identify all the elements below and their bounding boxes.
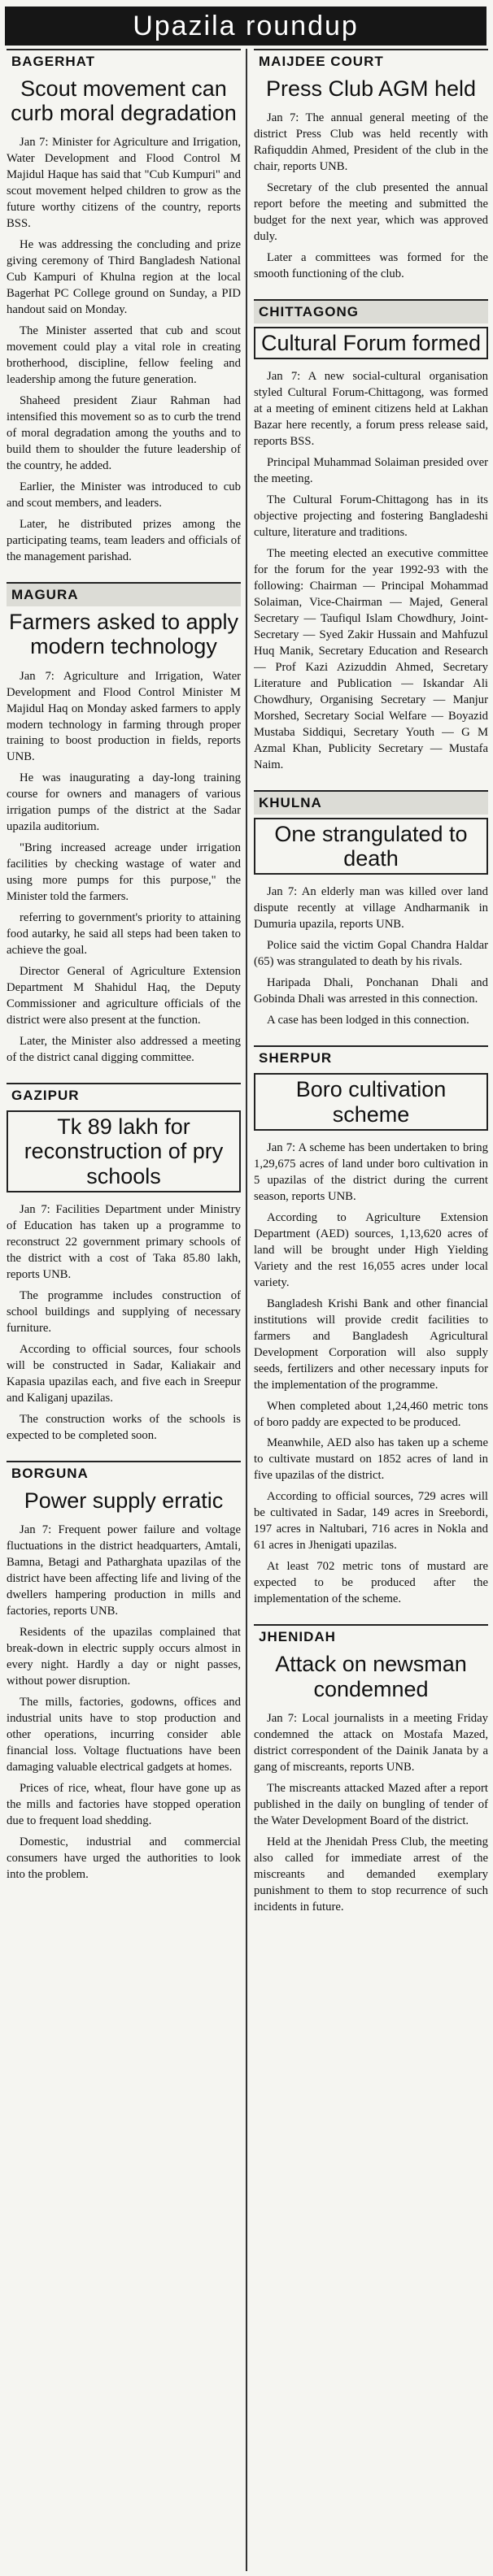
article-paragraph: Residents of the upazilas complained that break-down in electric supply occurs almost in every night. Hardly a day or night passes, without power disruption. [7,1625,241,1688]
article-dateline: BAGERHAT [11,54,96,69]
article-body [7,135,241,566]
article-paragraph: Shaheed president Ziaur Rahman had intensified this movement so as to curb the trend of moral degradation among the youths and to build them to shoulder the future leadership of the country, he added. [7,394,241,473]
article-headline: Attack on newsman condemned [275,1652,467,1701]
article [7,1461,241,1883]
article [254,1624,488,1915]
section-banner: Upazila roundup [5,7,486,46]
article [7,1083,241,1444]
article-paragraph: Jan 7: Agriculture and Irrigation, Water Development and Flood Control Minister M Majidul Haq on Monday asked farmers to apply modern technology in farming through proper training to boost production in fields, reports UNB. [7,669,241,764]
article-paragraph: When completed about 1,24,460 metric tons of boro paddy are expected to be produced. [254,1399,488,1429]
article-body [254,884,488,1029]
article-paragraph: Police said the victim Gopal Chandra Haldar (65) was strangulated to death by his rivals. [254,939,488,969]
article-body [254,111,488,283]
article-paragraph: "Bring increased acreage under irrigation facilities by checking wastage of water and using more pumps for this purpose," the Minister told the farmers. [7,841,241,904]
article-dateline: SHERPUR [259,1050,333,1066]
article-paragraph: Jan 7: Frequent power failure and voltage fluctuations in the district headquarters, Amtali, Bamna, Betagi and Patharghata upazilas of the district have been affecting life and living of the dwellers hampering production in mills and factories, reports UNB. [7,1523,241,1618]
article-paragraph: Domestic, industrial and commercial consumers have urged the authorities to look into the problem. [7,1835,241,1881]
article [7,582,241,1066]
article [254,299,488,774]
article-paragraph: Jan 7: An elderly man was killed over land dispute recently at village Andharmanik in Dumuria upazila, reports UNB. [254,885,488,932]
article-paragraph: The mills, factories, godowns, offices and industrial units have to stop production and other operations, incurring consider able financial loss. Voltage fluctuations have been damaging valuable electrical gadgets at homes. [7,1695,241,1774]
article-paragraph: Meanwhile, AED also has taken up a scheme to cultivate mustard on 1852 acres of land in five upazilas of the district. [254,1436,488,1483]
article-paragraph: A case has been lodged in this connection. [267,1014,469,1027]
right-column [254,49,488,2571]
article-headline: Boro cultivation scheme [254,1073,488,1130]
article [254,49,488,283]
article-paragraph: According to Agriculture Extension Department (AED) sources, 1,13,620 acres of land will be brought under High Yielding Variety and the rest 16,055 acres under local variety. [254,1210,488,1289]
article-paragraph: Later, the Minister also addressed a meeting of the district canal digging committee. [7,1035,241,1065]
article-dateline: GAZIPUR [11,1088,80,1104]
article-dateline: JHENIDAH [259,1629,336,1645]
article-paragraph: referring to government's priority to attaining food autarky, he said all steps had been taken to achieve the goal. [7,911,241,958]
article-paragraph: According to official sources, 729 acres will be cultivated in Sadar, 149 acres in Sreebordi, 197 acres in Naltubari, 716 acres in Nokla and 61 acres in Jhenigati upazilas. [254,1490,488,1553]
article-body [254,1711,488,1916]
article-paragraph: He was inaugurating a day-long training course for owners and managers of various irrigation pumps of the district at the Sadar upazila auditorium. [7,771,241,834]
article-headline: Press Club AGM held [265,76,477,101]
article-paragraph: The meeting elected an executive committee for the forum for the year 1992-93 with the following: Chairman — Principal Mohammad Solaiman, Vice-Chairman — Majed, General Secretary — Taufiqul Islam Chowdhury, Joint-Secretary — Syed Zakir Hussain and Mahfuzul Huq Manik, Secretary Education and Research — Prof Kazi Azizuddin Ahmed, Secretary Literature and Publication — Iskandar Ali Chowdhury, Organising Secretary — Manjur Morshed, Secretary Social Welfare — Boyazid Mustaba Siddiqui, Secretary Youth — G M Azmal Khan, Publicity Secretary — Mustafa Naim. [254,547,488,771]
article-paragraph: Haripada Dhali, Ponchanan Dhali and Gobinda Dhali was arrested in this connection. [254,976,488,1006]
article-paragraph: According to official sources, four schools will be constructed in Sadar, Kaliakair and Kapasia upazilas each, and five each in Sreepur and Kaliganj upazilas. [7,1342,241,1405]
article-dateline: MAGURA [7,584,241,606]
article-paragraph: The Minister asserted that cub and scout movement could play a vital role in creating brotherhood, discipline, fellow feeling and leadership among the future generation. [7,324,241,387]
article-paragraph: Jan 7: Facilities Department under Ministry of Education has taken up a programme to reconstruct 22 government primary schools of the district with a cost of Taka 85.80 lakh, reports UNB. [7,1202,241,1281]
article-paragraph: He was addressing the concluding and prize giving ceremony of Third Bangladesh National Cub Kampuri of Khulna region at the local Bagerhat PC College ground on Sunday, a PID handout said on Monday. [7,238,241,317]
article-body [7,1202,241,1444]
article-paragraph: Earlier, the Minister was introduced to cub and scout members, and leaders. [7,480,241,510]
article-paragraph: Jan 7: A new social-cultural organisation styled Cultural Forum-Chittagong, was formed at a meeting of eminent citizens held at Lakhan Bazar here recently, a forum press release said, reports BSS. [254,370,488,449]
article-body [7,1523,241,1883]
article-paragraph: Director General of Agriculture Extension Department M Shahidul Haq, the Deputy Commissioner and agriculture officials of the district were also present at the function. [7,965,241,1027]
article-dateline: KHULNA [254,792,488,815]
article-paragraph: Jan 7: Local journalists in a meeting Friday condemned the attack on Mostafa Mazed, district correspondent of the Dainik Janata by a gang of miscreants, reports UNB. [254,1711,488,1774]
article [7,49,241,566]
article-paragraph: Jan 7: Minister for Agriculture and Irrigation, Water Development and Flood Control M Majidul Haque has said that "Cub Kumpuri" and scout movement helped children to grow as the future worthy citizens of the country, reports BSS. [7,136,241,231]
article-paragraph: Principal Muhammad Solaiman presided over the meeting. [254,456,488,486]
article-paragraph: Later, he distributed prizes among the participating teams, team leaders and officials of the management parishad. [7,518,241,564]
article-paragraph: Secretary of the club presented the annual report before the meeting and submitted the budget for the next year, which was approved duly. [254,181,488,244]
article-dateline: CHITTAGONG [254,301,488,324]
article-paragraph: Bangladesh Krishi Bank and other financial institutions will provide credit facilities to farmers and Bangladesh Agricultural Development Corporation will also supply seeds, fertilizers and other necessary inputs for the implementation of the programme. [254,1297,488,1392]
article-paragraph: Jan 7: A scheme has been undertaken to bring 1,29,675 acres of land under boro cultivation in 5 upazilas of the district during the current season, reports UNB. [254,1140,488,1203]
article-headline: Farmers asked to apply modern technology [8,610,239,659]
article-headline: Scout movement can curb moral degradation [11,76,237,126]
article-paragraph: At least 702 metric tons of mustard are expected to be produced after the implementation of the scheme. [254,1560,488,1606]
article-headline: Tk 89 lakh for reconstruction of pry schools [7,1110,241,1192]
article-paragraph: The Cultural Forum-Chittagong has in its objective projecting and fostering Bangladeshi culture, literature and traditions. [254,493,488,540]
article-paragraph: Held at the Jhenidah Press Club, the meeting also called for immediate arrest of the miscreants and demanded exemplary punishment to them to stop recurrence of such incidents in future. [254,1835,488,1914]
article-paragraph: The construction works of the schools is expected to be completed soon. [7,1412,241,1442]
article-paragraph: The programme includes construction of school buildings and supplying of necessary furniture. [7,1288,241,1335]
article-dateline: MAIJDEE COURT [259,54,384,69]
left-column [7,49,241,2571]
article [254,790,488,1029]
article-headline: One strangulated to death [254,818,488,875]
article-paragraph: Later a committees was formed for the smooth functioning of the club. [254,251,488,281]
column-divider [246,49,247,2571]
article [254,1045,488,1608]
article-headline: Power supply erratic [24,1488,224,1513]
article-dateline: BORGUNA [11,1465,89,1481]
article-headline: Cultural Forum formed [254,327,488,359]
article-body [254,369,488,774]
article-paragraph: The miscreants attacked Mazed after a report published in the daily on bungling of tender of the Water Development Board of the district. [254,1781,488,1827]
article-paragraph: Jan 7: The annual general meeting of the district Press Club was held recently with Rafiquddin Ahmed, President of the club in the chair, reports UNB. [254,111,488,174]
article-body [254,1140,488,1609]
article-paragraph: Prices of rice, wheat, flour have gone up as the mills and factories have stopped operation due to frequent load shedding. [7,1781,241,1827]
article-body [7,669,241,1067]
